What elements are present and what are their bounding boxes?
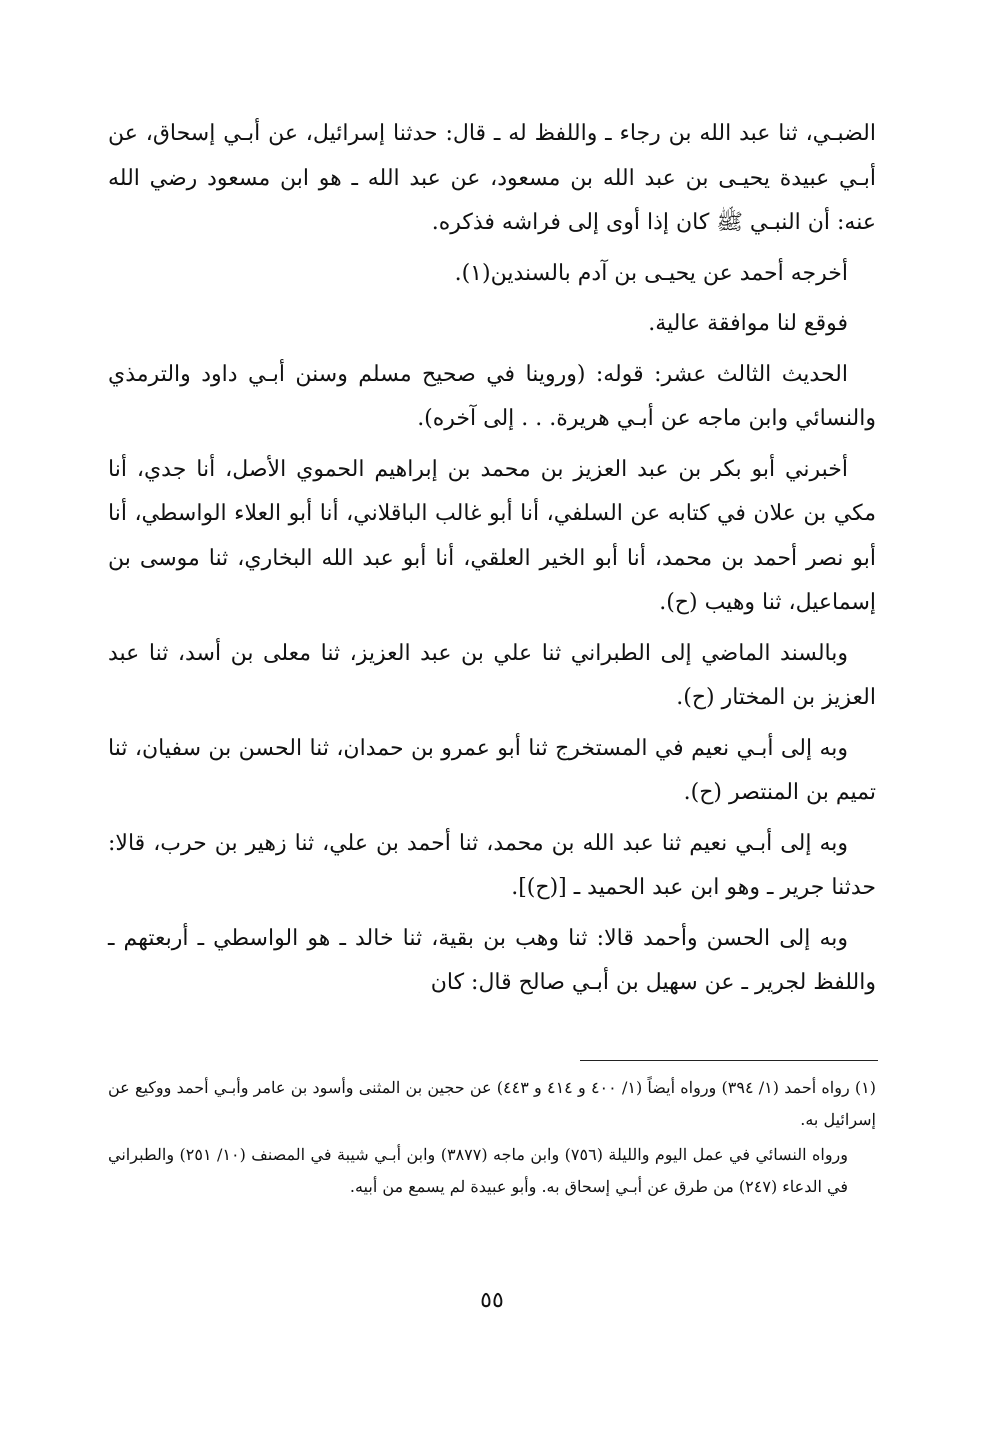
paragraph-text: أخبرني أبو بكر بن عبد العزيز بن محمد بن إبراهيم الحموي الأصل، أنا جدي، أنا مكي بن علان في كتابه عن السلفي، أنا أبو غالب الباقلاني، أنا أبو العلاء الواسطي، أنا أبو نصر أحمد بن محمد، أنا أبو الخير العلقي، أنا أبو عبد الله البخاري، ثنا موسى بن إسماعيل، ثنا وهيب (ح). xyxy=(108,456,876,615)
paragraph-text: أخرجه أحمد عن يحيـى بن آدم بالسندين(١). xyxy=(454,260,848,286)
paragraph-3 xyxy=(108,302,876,347)
paragraph-5 xyxy=(108,448,876,626)
footnotes xyxy=(108,1072,876,1206)
paragraph-6 xyxy=(108,632,876,721)
main-text xyxy=(108,112,876,1012)
paragraph-text: فوقع لنا موافقة عالية. xyxy=(648,311,848,336)
footnote-1-continuation: ورواه النسائي في عمل اليوم والليلة (٧٥٦) وابن ماجه (٣٨٧٧) وابن أبـي شيبة في المصنف (١٠/ ٢٥١) والطبراني في الدعاء (٢٤٧) من طرق عن أبـي إسحاق به. وأبو عبيدة لم يسمع من أبيه. xyxy=(108,1145,848,1196)
page-number: ٥٥ xyxy=(480,1288,504,1313)
footnote-1: (١) رواه أحمد (١/ ٣٩٤) ورواه أيضاً (١/ ٤٠٠ و ٤١٤ و ٤٤٣) عن حجين بن المثنى وأسود بن عامر وأبـي أحمد ووكيع عن إسرائيل به. xyxy=(108,1078,877,1129)
footnote-separator xyxy=(580,1060,878,1061)
paragraph-1 xyxy=(108,112,876,246)
paragraph-text: وبه إلى أبـي نعيم ثنا عبد الله بن محمد، ثنا أحمد بن علي، ثنا زهير بن حرب، قالا: حدثنا جرير ـ وهو ابن عبد الحميد ـ [(ح)]. xyxy=(108,830,876,900)
paragraph-text: وبه إلى الحسن وأحمد قالا: ثنا وهب بن بقية، ثنا خالد ـ هو الواسطي ـ أربعتهم ـ واللفظ لجرير ـ عن سهيل بن أبـي صالح قال: كان xyxy=(108,925,876,995)
paragraph-text: وبالسند الماضي إلى الطبراني ثنا علي بن عبد العزيز، ثنا معلى بن أسد، ثنا عبد العزيز بن المختار (ح). xyxy=(108,640,876,710)
paragraph-7 xyxy=(108,727,876,816)
paragraph-text: وبه إلى أبـي نعيم في المستخرج ثنا أبو عمرو بن حمدان، ثنا الحسن بن سفيان، ثنا تميم بن المنتصر (ح). xyxy=(108,735,876,805)
paragraph-8 xyxy=(108,822,876,911)
paragraph-text: الضبـي، ثنا عبد الله بن رجاء ـ واللفظ له ـ قال: حدثنا إسرائيل، عن أبـي إسحاق، عن أبـي عبيدة يحيـى بن عبد الله بن مسعود، عن عبد الله ـ هو ابن مسعود رضي الله عنه: أن النبـي ﷺ كان إذا أوى إلى فراشه فذكره. xyxy=(108,121,876,235)
paragraph-2 xyxy=(108,252,876,297)
paragraph-4 xyxy=(108,353,876,442)
paragraph-9 xyxy=(108,917,876,1006)
paragraph-text: الحديث الثالث عشر: قوله: (وروينا في صحيح مسلم وسنن أبـي داود والترمذي والنسائي وابن ماجه عن أبـي هريرة. . . إلى آخره). xyxy=(108,361,876,431)
